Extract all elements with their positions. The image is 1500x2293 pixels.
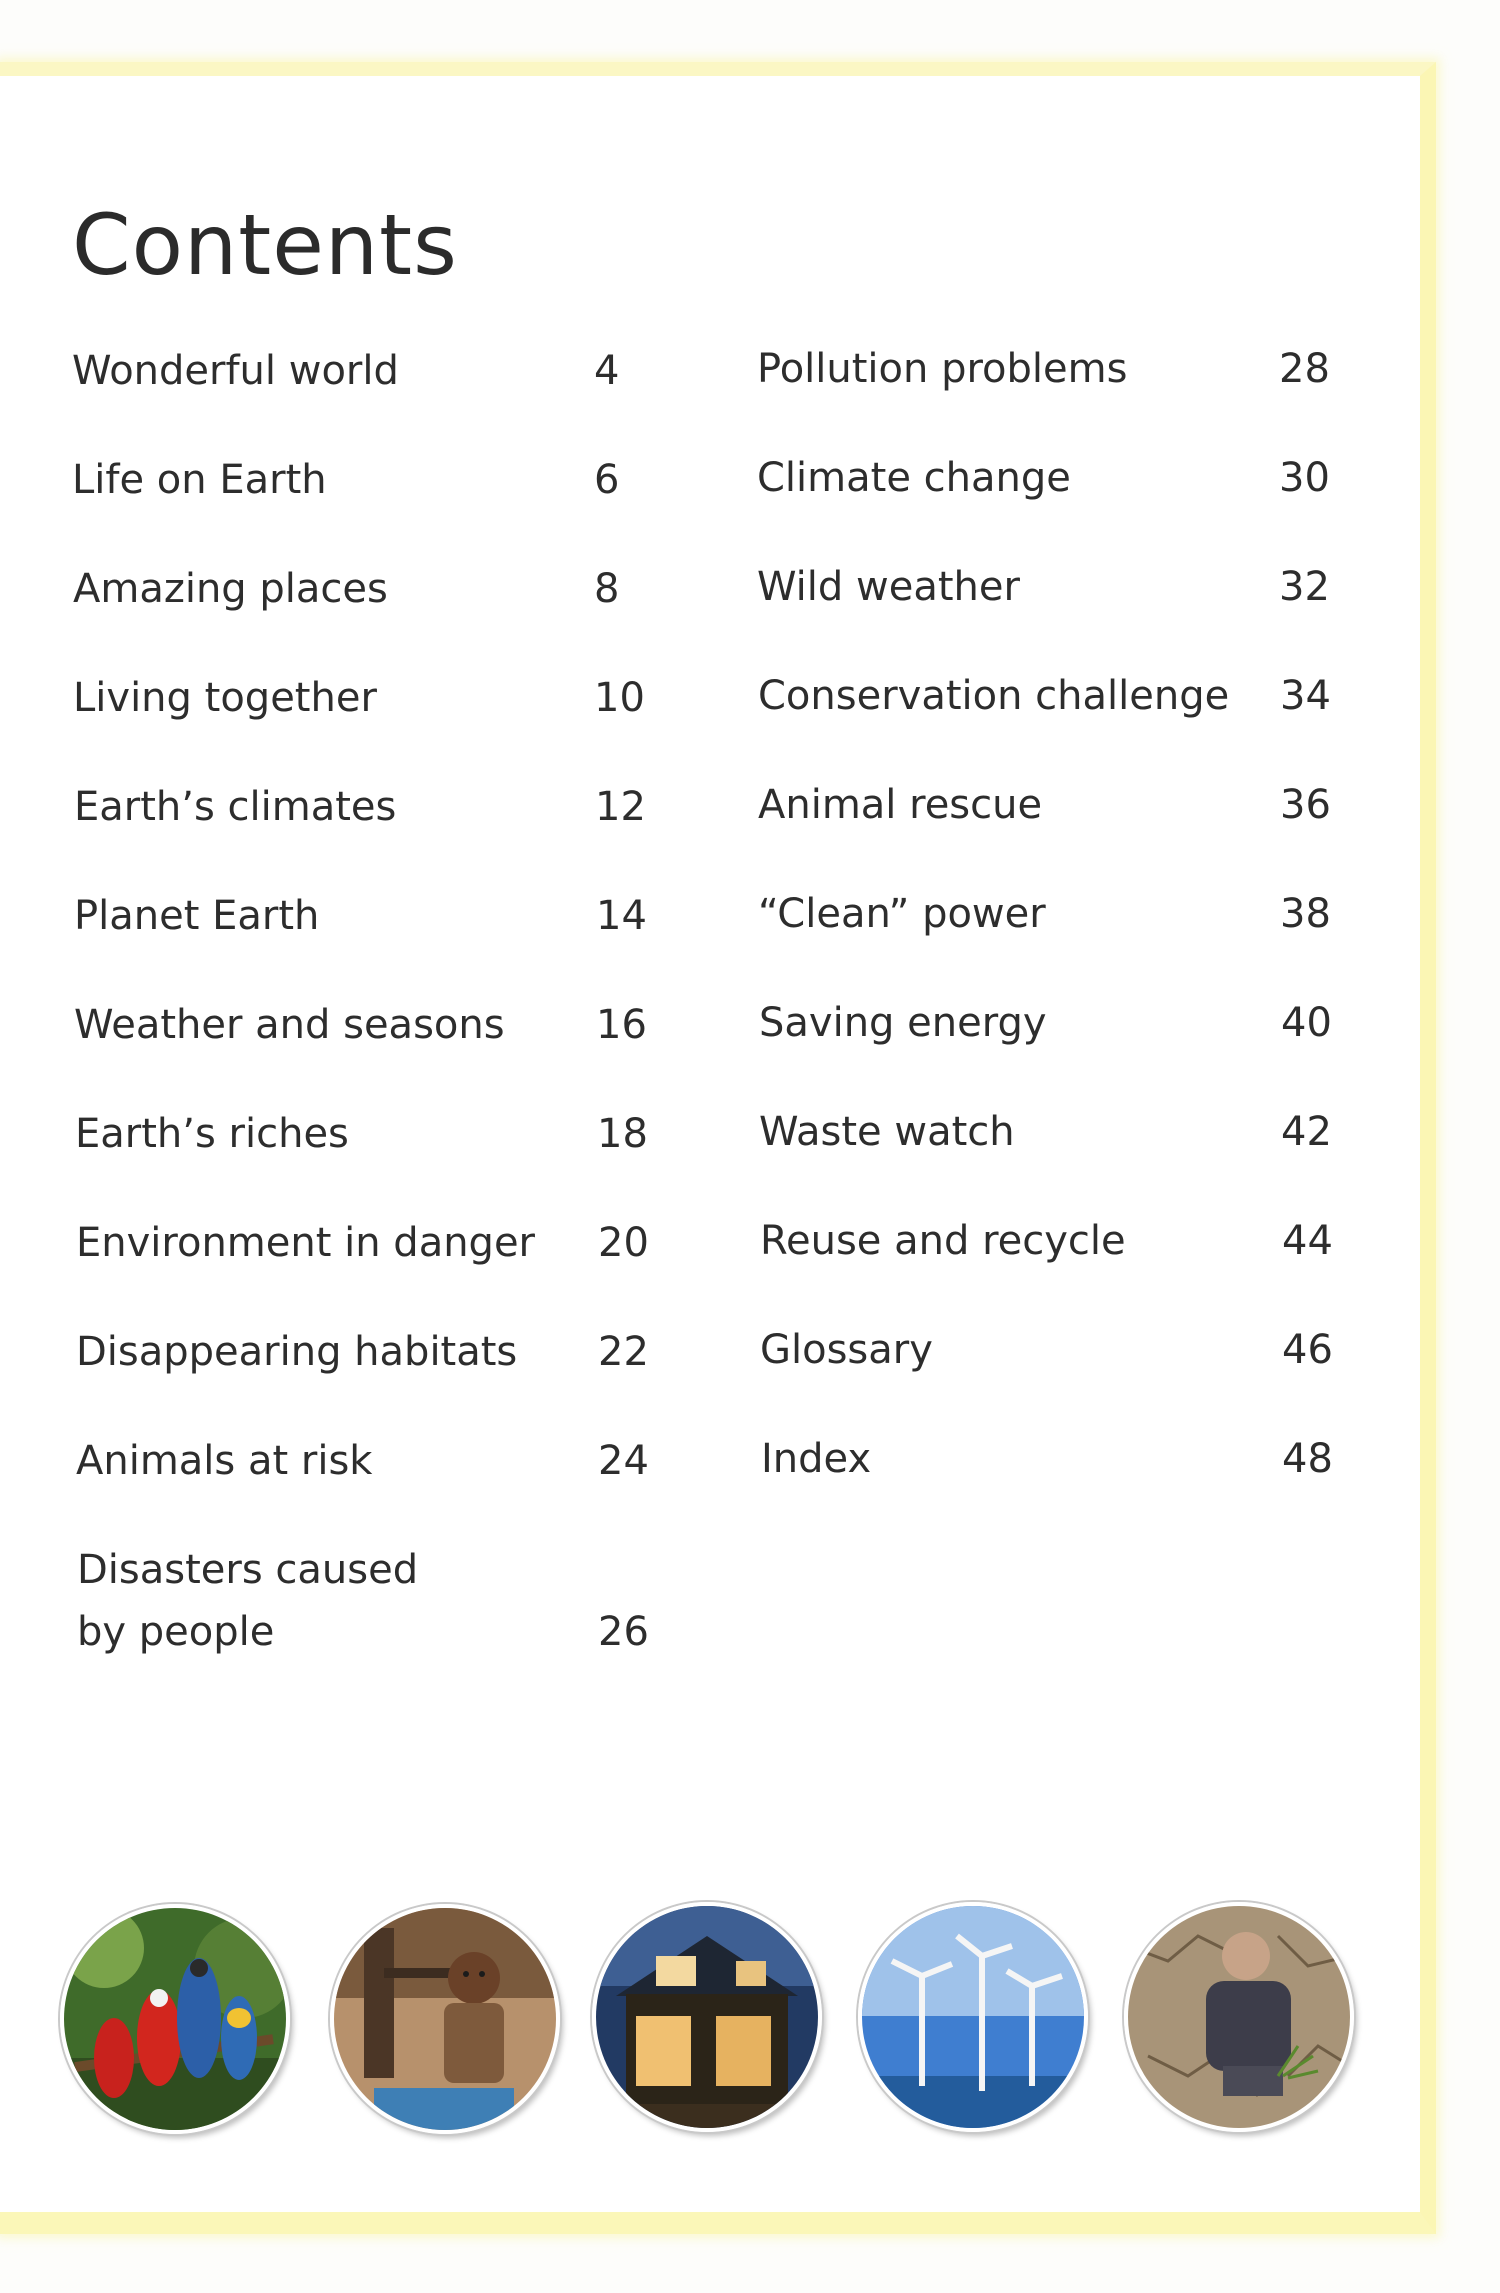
toc-entry-page: 22 (598, 1329, 649, 1375)
toc-entry-label: Wonderful world (72, 348, 399, 394)
toc-entry-page: 38 (1280, 891, 1331, 937)
toc-entry-label: Environment in danger (76, 1220, 536, 1266)
toc-entry-label: Disappearing habitats (76, 1329, 518, 1375)
lit-house-photo-icon (592, 1902, 822, 2132)
toc-entry-label: Reuse and recycle (760, 1218, 1126, 1264)
toc-entry-label: Weather and seasons (74, 1002, 505, 1048)
toc-entry-page: 36 (1280, 782, 1331, 828)
toc-entry-label: Glossary (760, 1327, 933, 1373)
page-title: Contents (72, 196, 458, 294)
toc-entry-label: Planet Earth (74, 893, 320, 939)
toc-entry-page: 18 (597, 1111, 648, 1157)
toc-entry-page: 14 (596, 893, 647, 939)
toc-entry-label: Amazing places (73, 566, 388, 612)
toc-entry-label: “Clean” power (758, 891, 1046, 937)
toc-entry-page: 44 (1282, 1218, 1333, 1264)
toc-entry-label: Earth’s riches (75, 1111, 349, 1157)
toc-entry-page: 4 (594, 348, 620, 394)
toc-entry-label: Conservation challenge (758, 673, 1230, 719)
toc-entry-page: 12 (595, 784, 646, 830)
toc-entry-label: Index (761, 1436, 872, 1482)
toc-entry-page: 34 (1280, 673, 1331, 719)
toc-entry-page: 32 (1279, 564, 1330, 610)
wind-turbines-photo-icon (858, 1902, 1088, 2132)
toc-entry-label: Living together (73, 675, 377, 721)
boy-at-water-pump-photo-icon (330, 1904, 560, 2134)
toc-entry-page: 8 (594, 566, 620, 612)
toc-entry-label: Animals at risk (76, 1438, 373, 1484)
toc-entry-page: 16 (596, 1002, 647, 1048)
parrots-photo-icon (60, 1904, 290, 2134)
toc-entry-page: 24 (598, 1438, 649, 1484)
toc-entry-label-line2: by people (77, 1609, 275, 1655)
toc-entry-label: Saving energy (759, 1000, 1047, 1046)
toc-entry-label: Pollution problems (757, 346, 1128, 392)
toc-entry-page: 26 (598, 1609, 649, 1655)
toc-entry-page: 28 (1279, 346, 1330, 392)
toc-entry-label: Earth’s climates (74, 784, 397, 830)
toc-entry-label: Wild weather (757, 564, 1020, 610)
toc-entry-page: 46 (1282, 1327, 1333, 1373)
toc-entry-label: Waste watch (759, 1109, 1015, 1155)
photo-strip (0, 1896, 1500, 2136)
toc-entry-page: 10 (594, 675, 645, 721)
toc-entry-page: 40 (1281, 1000, 1332, 1046)
toc-entry-page: 48 (1282, 1436, 1333, 1482)
toc-entry-label: Life on Earth (72, 457, 327, 503)
toc-entry-page: 20 (598, 1220, 649, 1266)
toc-entry-page: 6 (594, 457, 620, 503)
toc-entry-page: 42 (1281, 1109, 1332, 1155)
toc-entry-label-line1: Disasters caused (77, 1547, 419, 1593)
toc-entry-page: 30 (1279, 455, 1330, 501)
toc-entry-label: Animal rescue (758, 782, 1043, 828)
farmer-on-dry-earth-photo-icon (1124, 1902, 1354, 2132)
toc-entry-label: Climate change (757, 455, 1071, 501)
